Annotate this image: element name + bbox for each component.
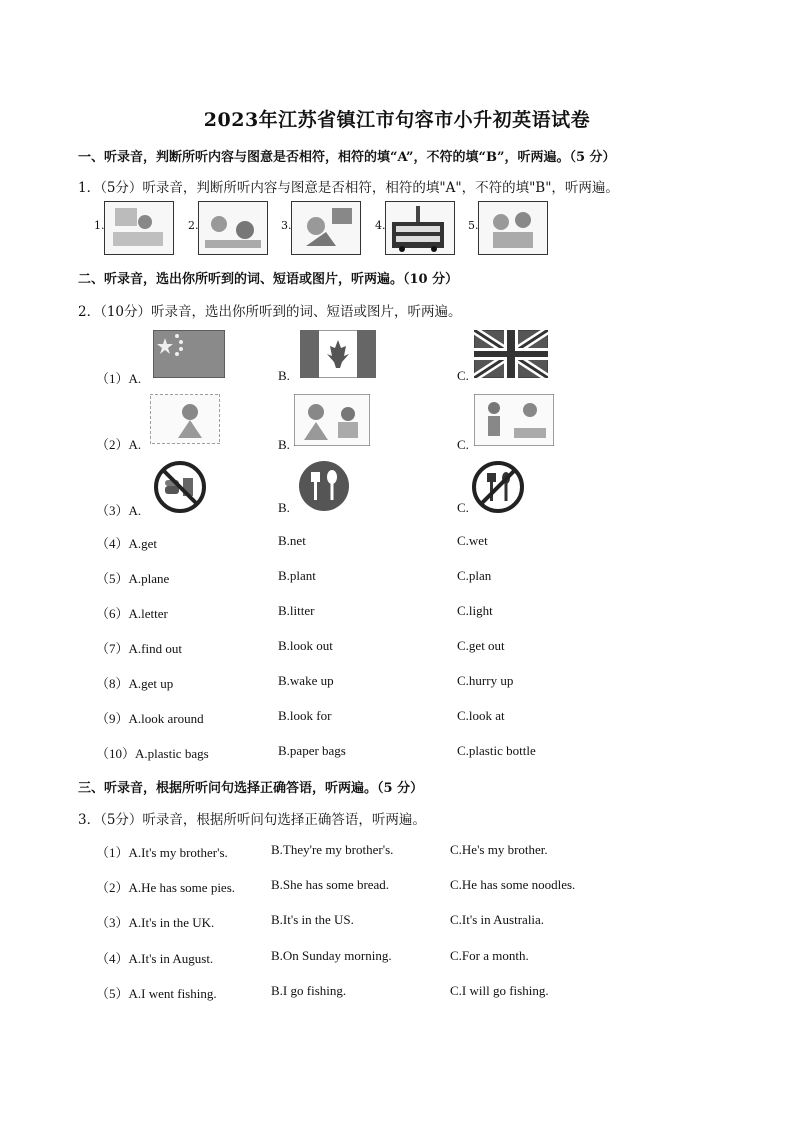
q3-row-2: （2）A.He has some pies. B.She has some bread. C.He has some noodles.: [96, 877, 576, 895]
q1-picture-strip: 1. 2. 3. 4. 5.: [94, 201, 544, 257]
china-flag-image: [153, 330, 225, 382]
q2-row-9: （9）A.look around B.look for C.look at: [96, 708, 505, 726]
q2-1-option-a: （1）A.: [96, 371, 142, 386]
q2-1-option-c: C.: [457, 368, 469, 383]
no-eating-sign-icon: [471, 460, 525, 518]
q2-3-option-a: （3）A.: [96, 503, 142, 518]
question-2-prompt: 2．（10分）听录音，选出你所听到的词、短语或图片，听两遍。: [78, 304, 462, 320]
scene-a-image: [150, 394, 220, 448]
page-title: 2023年江苏省镇江市句容市小升初英语试卷: [203, 109, 591, 131]
q2-3-option-c: C.: [457, 500, 469, 515]
uk-flag-image: [474, 330, 548, 382]
family-scene-image: [479, 202, 547, 254]
section-3-heading: 三、听录音，根据所听问句选择正确答语，听两遍。（5 分）: [78, 781, 424, 796]
q2-row-7: （7）A.find out B.look out C.get out: [96, 638, 505, 656]
q2-row-8: （8）A.get up B.wake up C.hurry up: [96, 673, 514, 691]
section-1-heading: 一、听录音，判断所听内容与图意是否相符，相符的填“A”，不符的填“B”，听两遍。（5 分）: [78, 150, 616, 165]
scene-b-image: [294, 394, 370, 450]
q2-row-10: （10）A.plastic bags B.paper bags C.plastic bottle: [96, 743, 536, 761]
q2-2-option-a: （2）A.: [96, 437, 142, 452]
q2-1-option-b: B.: [278, 368, 290, 383]
q2-row-6: （6）A.letter B.litter C.light: [96, 603, 493, 621]
boy-reading-image: [292, 202, 360, 254]
no-fast-food-sign-icon: [153, 460, 207, 518]
q3-row-4: （4）A.It's in August. B.On Sunday morning. C.For a month.: [96, 948, 529, 966]
section-2-heading: 二、听录音，选出你所听到的词、短语或图片，听两遍。（10 分）: [78, 272, 459, 287]
question-3-prompt: 3．（5分）听录音，根据所听问句选择正确答语，听两遍。: [78, 812, 426, 828]
question-1-prompt: 1．（5分）听录音，判断所听内容与图意是否相符，相符的填"A"，不符的填"B"，听两遍。: [78, 180, 619, 196]
q3-row-1: （1）A.It's my brother's. B.They're my brother's. C.He's my brother.: [96, 842, 548, 860]
q2-3-option-b: B.: [278, 500, 290, 515]
q2-2-option-c: C.: [457, 437, 469, 452]
scene-c-image: [474, 394, 554, 450]
q2-row-5: （5）A.plane B.plant C.plan: [96, 568, 492, 586]
q3-row-3: （3）A.It's in the UK. B.It's in the US. C.It's in Australia.: [96, 912, 545, 930]
q3-row-5: （5）A.I went fishing. B.I go fishing. C.I will go fishing.: [96, 983, 549, 1001]
q2-row-4: （4）A.get B.net C.wet: [96, 533, 488, 551]
restaurant-fork-spoon-icon: [298, 460, 350, 516]
q2-2-option-b: B.: [278, 437, 290, 452]
classroom-scene-image: [199, 202, 267, 254]
double-decker-bus-image: [386, 202, 454, 254]
people-scene-image: [105, 202, 173, 254]
canada-flag-image: [300, 330, 376, 382]
